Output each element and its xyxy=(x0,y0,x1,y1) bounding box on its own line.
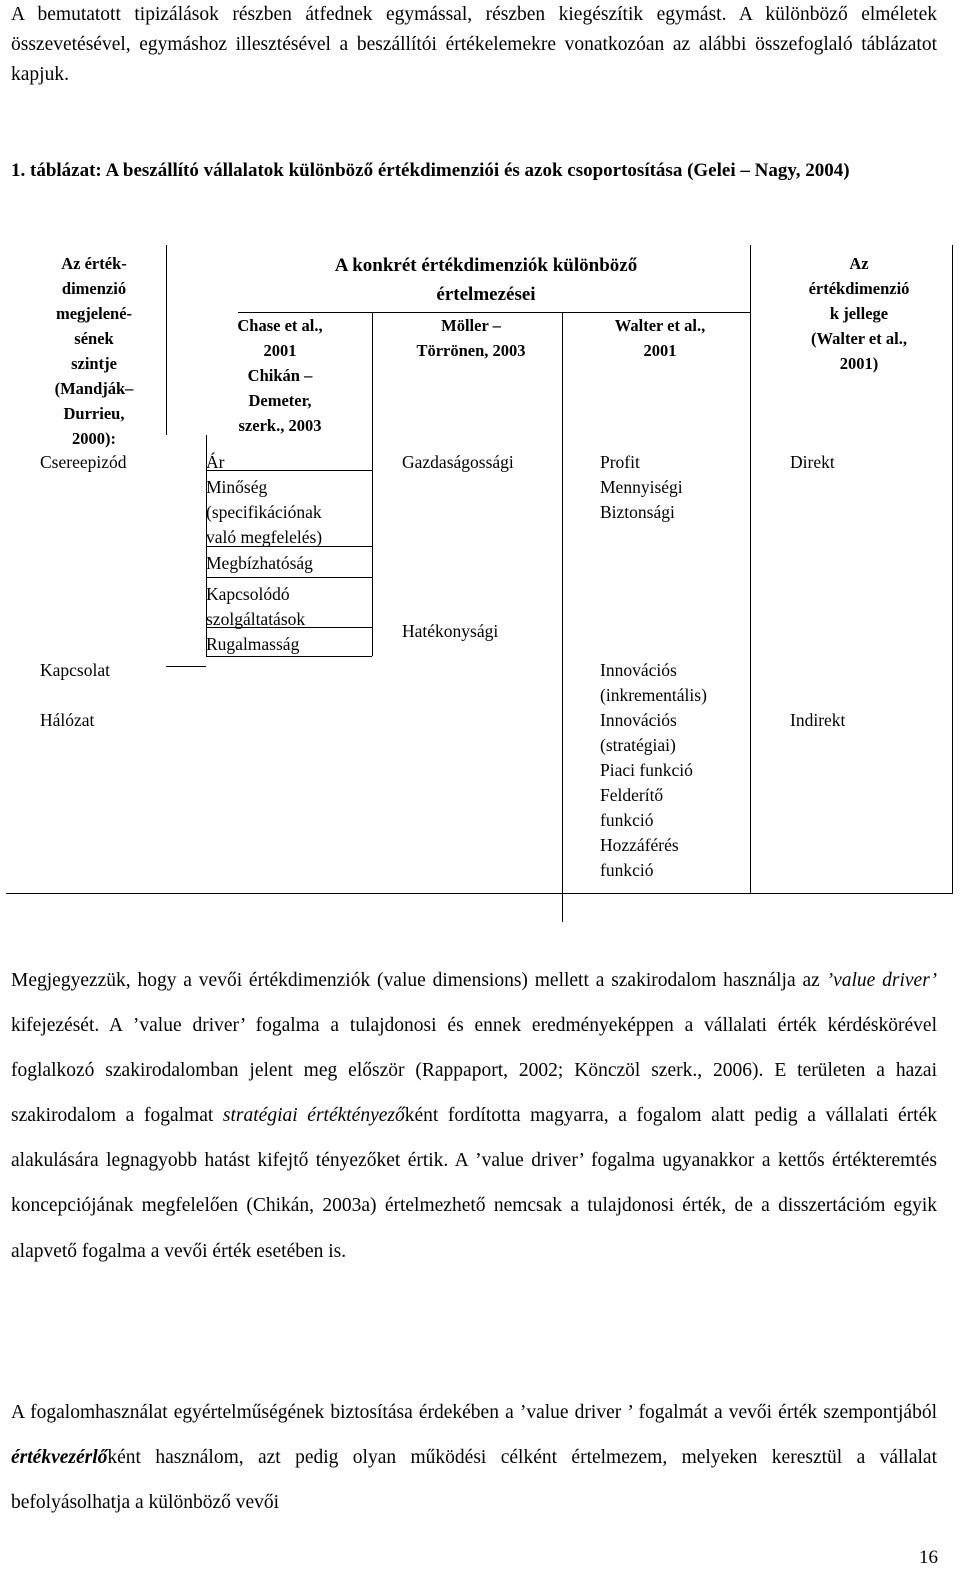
header-walter: Walter et al., 2001 xyxy=(614,316,706,360)
chase-megbizhatosag: Megbízhatóság xyxy=(206,553,313,573)
chase-kapcsolodo: Kapcsolódó szolgáltatások xyxy=(206,584,306,629)
column-divider-4 xyxy=(750,245,751,893)
page-number: 16 xyxy=(919,1547,938,1568)
chase-line-2 xyxy=(206,546,372,547)
paragraph-value-driver: Megjegyezzük, hogy a vevői értékdimenziók (value dimensions) mellett a szakirodalom használja az ’value driver’ kifejezését. A ’value driver’ fogalma a tulajdonosi és ennek eredményeképpen a vállalati érték kérdéskörével foglalkozó szakirodalomban jelent meg először (Rappaport, 2002; Könczöl szerk., 2006). E területen a hazai szakirodalom a fogalmat stratégiai értéktényezőként fordította magyarra, a fogalom alatt pedig a vállalati érték alakulására legnagyobb hatást kifejtő tényezőket értik. A ’value driver’ fogalma ugyanakkor a kettős értékteremtés koncepciójának megfelelően (Chikán, 2003a) értelmezhető nemcsak a tulajdonosi érték, de a disszertációm egyik alapvető fogalma a vevői érték esetében is. xyxy=(11,970,937,1262)
intro-paragraph: A bemutatott tipizálások részben átfednek egymással, részben kiegészítik egymást. A különböző elméletek összevetésével, egymáshoz illesztésével a beszállítói értékelemekre vonatkozóan az alábbi összefoglaló táblázatot kapjuk. xyxy=(11,4,937,85)
chase-ar: Ár xyxy=(206,452,225,472)
value-dimensions-table xyxy=(6,245,954,895)
chase-line-3 xyxy=(206,577,372,578)
column-divider-1 xyxy=(166,245,167,435)
chase-minoseg: Minőség (specifikációnak való megfelelés) xyxy=(206,477,323,547)
header-chase: Chase et al., 2001 Chikán – Demeter, szerk., 2003 xyxy=(237,316,323,435)
column-divider-2 xyxy=(372,312,373,435)
header-interpretations: A konkrét értékdimenziók különböző értelmezései xyxy=(334,255,638,305)
chase-line-5 xyxy=(206,656,372,657)
row-divider xyxy=(166,666,206,667)
level-halozat: Hálózat xyxy=(40,710,95,730)
paragraph-ertekvezerlo: A fogalomhasználat egyértelműségének biztosítása érdekében a ’value driver ’ fogalmát a vevői érték szempontjából értékvezérlőként használom, azt pedig olyan működési célként értelmezem, melyeken keresztül a vállalat befolyásolhatja a különböző vevői xyxy=(11,1402,937,1514)
chase-line-1 xyxy=(206,470,372,471)
walter-group-2: Innovációs (inkrementális) xyxy=(600,660,707,705)
jelleg-direkt: Direkt xyxy=(790,452,835,472)
jelleg-indirekt: Indirekt xyxy=(790,710,846,730)
moller-hatekonysagi: Hatékonysági xyxy=(402,621,499,641)
header-value-level: Az érték- dimenzió megjelené- sének szintje (Mandják– Durrieu, 2000): xyxy=(54,254,134,448)
level-csereepizod: Csereepizód xyxy=(40,452,127,472)
header-moller: Möller – Törrönen, 2003 xyxy=(416,316,526,360)
chase-left-line xyxy=(206,435,207,656)
header-dimension-nature: Az értékdimenzió k jellege (Walter et al., 2001) xyxy=(808,254,910,373)
level-kapcsolat: Kapcsolat xyxy=(40,660,110,680)
walter-group-1: Profit Mennyiségi Biztonsági xyxy=(600,452,683,522)
chase-right-line xyxy=(372,435,373,656)
column-divider-3 xyxy=(562,312,563,922)
chase-rugalmassag: Rugalmasság xyxy=(206,634,300,654)
chase-line-4 xyxy=(206,627,372,628)
moller-gazdasagossagi: Gazdaságossági xyxy=(402,452,514,472)
table-caption: 1. táblázat: A beszállító vállalatok különböző értékdimenziói és azok csoportosítása (Gelei – Nagy, 2004) xyxy=(11,160,850,181)
walter-group-3: Innovációs (stratégiai) Piaci funkció Felderítő funkció Hozzáférés funkció xyxy=(600,710,693,880)
